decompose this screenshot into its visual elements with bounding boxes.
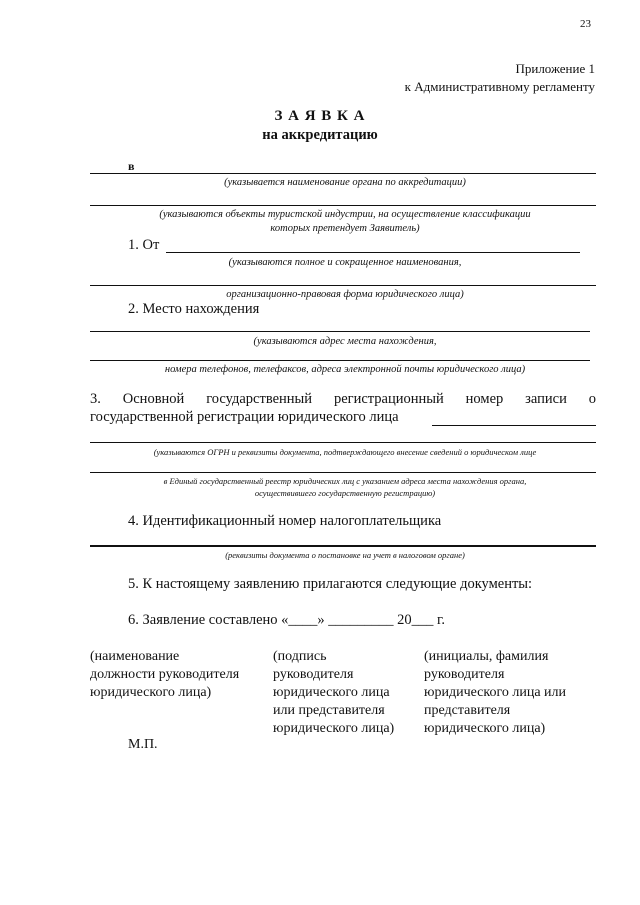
item1-caption-2: организационно-правовая форма юридического лица): [226, 289, 464, 300]
item1-label: 1. От: [128, 237, 160, 253]
item3-line-2: [90, 472, 596, 473]
signature-name-line: представителя: [424, 703, 511, 718]
signature-name-line: (инициалы, фамилия: [424, 649, 549, 664]
item1-line-2: [90, 285, 596, 286]
document-title: З А Я В К А: [274, 108, 366, 124]
signature-position-line: юридического лица): [90, 685, 212, 700]
signature-sign-line: руководителя: [273, 667, 354, 682]
item3-caption-1: (указываются ОГРН и реквизиты документа, подтверждающего внесение сведений о юридическом лице: [153, 447, 537, 457]
item3-line2: государственной регистрации юридического лица: [90, 409, 399, 425]
page-number: 23: [580, 18, 591, 30]
addressee-line: [90, 173, 596, 174]
signature-sign-column: [273, 648, 394, 738]
item4-line: [90, 545, 596, 547]
item4-label: 4. Идентификационный номер налогоплательщика: [128, 513, 442, 529]
item1-line: [166, 252, 580, 253]
appendix-reference: к Административному регламенту: [404, 79, 595, 94]
signature-name-column: [424, 648, 566, 738]
item2-caption-2: номера телефонов, телефаксов, адреса электронной почты юридического лица): [164, 364, 526, 375]
objects-line: [90, 205, 596, 206]
item5-label: 5. К настоящему заявлению прилагаются следующие документы:: [128, 576, 533, 592]
item3-line: [90, 442, 596, 443]
signature-position-line: должности руководителя: [90, 667, 240, 682]
stamp-placeholder: М.П.: [128, 737, 158, 752]
item4-caption: (реквизиты документа о постановке на учет в налоговом органе): [225, 550, 465, 560]
item1-caption-1: (указываются полное и сокращенное наименования,: [228, 257, 462, 268]
item2-caption-1: (указываются адрес места нахождения,: [253, 336, 437, 347]
signature-position-column: [90, 648, 239, 702]
signature-name-line: юридического лица): [424, 721, 546, 736]
item2-label: 2. Место нахождения: [128, 301, 260, 317]
objects-caption-1: (указываются объекты туристской индустрии, на осуществление классификации: [159, 209, 531, 220]
objects-caption-2: которых претендует Заявитель): [270, 223, 420, 234]
signature-sign-line: (подпись: [273, 649, 327, 664]
item2-line-2: [90, 360, 590, 361]
signature-name-line: руководителя: [424, 667, 505, 682]
document-subtitle: на аккредитацию: [262, 127, 378, 143]
item6-label: 6. Заявление составлено «____» _________ 20___ г.: [128, 612, 445, 628]
item3-line1: 3. Основной государственный регистрационный номер записи о: [90, 391, 596, 407]
signature-position-line: (наименование: [90, 649, 180, 664]
addressee-prefix: в: [128, 159, 135, 173]
signature-name-line: юридического лица или: [424, 685, 567, 700]
addressee-caption: (указывается наименование органа по аккредитации): [224, 177, 466, 188]
appendix-header: [405, 60, 595, 96]
item3-inline-line: [432, 425, 596, 426]
appendix-number: Приложение 1: [515, 61, 595, 76]
signature-sign-line: юридического лица: [273, 685, 390, 700]
item2-line: [90, 331, 590, 332]
signature-sign-line: юридического лица): [273, 721, 395, 736]
item3-caption-2: в Единый государственный реестр юридических лиц с указанием адреса места нахождения органа,: [163, 476, 527, 486]
item3-caption-3: осуществившего государственную регистрацию): [254, 488, 436, 498]
signature-sign-line: или представителя: [273, 703, 385, 718]
